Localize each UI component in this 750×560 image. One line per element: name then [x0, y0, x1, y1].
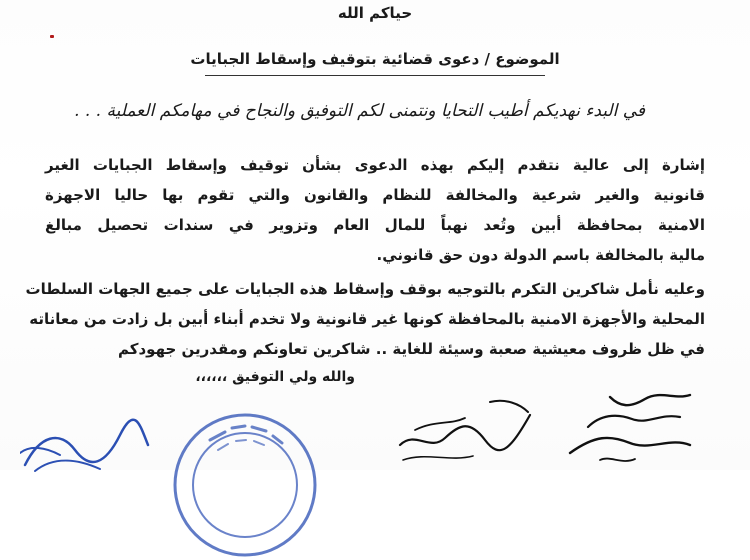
signature-right	[540, 385, 700, 470]
paragraph-line: وعليه نأمل شاكرين التكرم بالتوجيه بوقف وإسقاط هذه الجبايات على جميع الجهات السلطات	[25, 280, 705, 298]
signature-middle	[395, 390, 535, 470]
paragraph-line: مالية بالمخالفة باسم الدولة دون حق قانوني.	[376, 246, 705, 264]
paragraph-request	[45, 150, 705, 270]
opening-line: في البدء نهديكم أطيب التحايا ونتمنى لكم التوفيق والنجاح في مهامكم العملية . . .	[74, 101, 645, 121]
paragraph-appeal	[25, 274, 705, 364]
closing-line: والله ولي التوفيق ،،،،،،	[195, 369, 355, 385]
paragraph-line: في ظل ظروف معيشية صعبة وسيئة للغاية .. شاكرين تعاونكم ومقدرين جهودكم	[118, 340, 705, 358]
paragraph-line: الامنية بمحافظة أبين وتُعد نهباً للمال العام وتزوير في سندات تحصيل مبالغ	[45, 216, 705, 234]
paragraph-line: قانونية والغير شرعية والمخالفة للنظام والقانون والتي تقوم بها حاليا الاجهزة	[45, 186, 705, 204]
paragraph-line: المحلية والأجهزة الامنية بالمحافظة كونها غير قانونية ولا تخدم أبناء أبين بل زادت من معاناته	[29, 310, 705, 328]
official-stamp	[170, 410, 320, 560]
greeting-line: حياكم الله	[337, 4, 413, 22]
red-speck-mark	[50, 35, 54, 38]
subject-underline	[205, 75, 545, 76]
signature-left	[20, 405, 150, 475]
subject-line: الموضوع / دعوى قضائية بتوقيف وإسقاط الجبايات	[190, 50, 560, 68]
paragraph-line: إشارة إلى عالية نتقدم إليكم بهذه الدعوى بشأن توقيف وإسقاط الجبايات الغير	[45, 156, 705, 174]
